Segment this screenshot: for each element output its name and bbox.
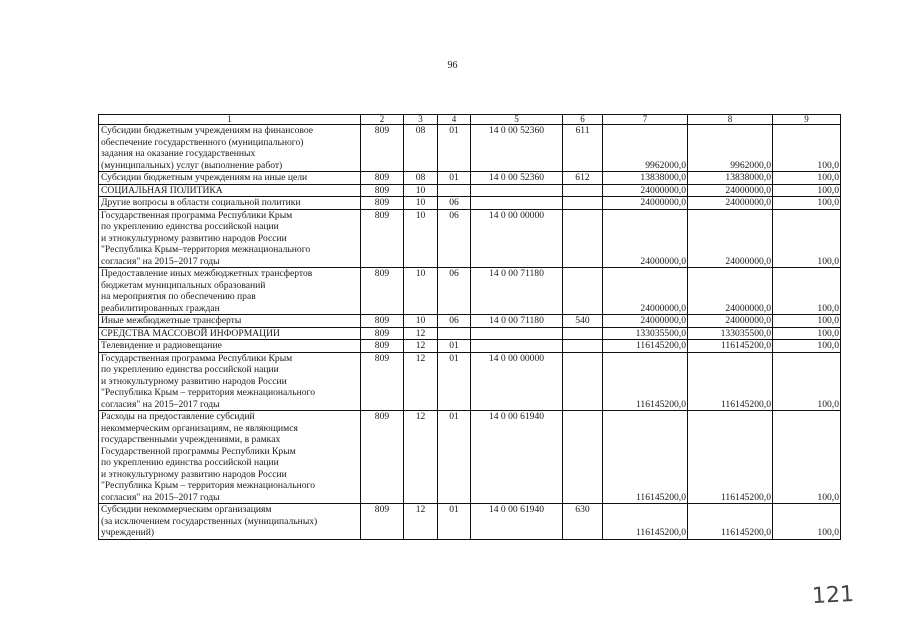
- section-cell: 10: [404, 268, 438, 315]
- executed-amount-cell: 24000000,0: [688, 268, 773, 315]
- ministry-code-cell: 809: [361, 504, 404, 540]
- executed-amount-cell: 133035500,0: [688, 327, 773, 340]
- planned-amount-cell: 24000000,0: [603, 268, 688, 315]
- planned-amount-cell: 116145200,0: [603, 411, 688, 504]
- subsection-cell: 01: [438, 172, 471, 185]
- subsection-cell: 01: [438, 504, 471, 540]
- planned-amount-cell: 116145200,0: [603, 504, 688, 540]
- executed-amount-cell: 24000000,0: [688, 184, 773, 197]
- expense-type-cell: [563, 209, 603, 268]
- table-row: [99, 125, 841, 172]
- executed-amount-cell: 116145200,0: [688, 504, 773, 540]
- ministry-code-cell: 809: [361, 327, 404, 340]
- section-cell: 12: [404, 340, 438, 353]
- expense-type-cell: [563, 411, 603, 504]
- expense-type-cell: 612: [563, 172, 603, 185]
- executed-amount-cell: 13838000,0: [688, 172, 773, 185]
- table-row: [99, 172, 841, 185]
- target-article-cell: 14 0 00 61940: [471, 411, 563, 504]
- expense-type-cell: [563, 268, 603, 315]
- description-cell: Расходы на предоставление субсидий некоммерческим организациям, не являющимся государственными учреждениями, в рамках Государственной программы Республики Крым по укреплению единства российской нации и этнокультурному развитию народов России "Республика Крым – территория межнационального согласия" на 2015–2017 годы: [99, 411, 361, 504]
- table-row: [99, 352, 841, 411]
- target-article-cell: 14 0 00 71180: [471, 315, 563, 328]
- table-row: [99, 268, 841, 315]
- planned-amount-cell: 13838000,0: [603, 172, 688, 185]
- percent-cell: 100,0: [773, 197, 841, 210]
- section-cell: 12: [404, 352, 438, 411]
- header-cell: 6: [563, 115, 603, 125]
- description-cell: СРЕДСТВА МАССОВОЙ ИНФОРМАЦИИ: [99, 327, 361, 340]
- subsection-cell: 06: [438, 197, 471, 210]
- subsection-cell: 01: [438, 411, 471, 504]
- percent-cell: 100,0: [773, 315, 841, 328]
- target-article-cell: [471, 197, 563, 210]
- table-row: [99, 315, 841, 328]
- section-cell: 10: [404, 197, 438, 210]
- expense-type-cell: [563, 184, 603, 197]
- section-cell: 12: [404, 327, 438, 340]
- section-cell: 10: [404, 184, 438, 197]
- table-row: [99, 340, 841, 353]
- section-cell: 08: [404, 172, 438, 185]
- target-article-cell: 14 0 00 61940: [471, 504, 563, 540]
- subsection-cell: 06: [438, 209, 471, 268]
- ministry-code-cell: 809: [361, 411, 404, 504]
- description-cell: Предоставление иных межбюджетных трансфертов бюджетам муниципальных образований на мероприятия по обеспечению прав реабилитированных граждан: [99, 268, 361, 315]
- percent-cell: 100,0: [773, 327, 841, 340]
- target-article-cell: [471, 327, 563, 340]
- planned-amount-cell: 24000000,0: [603, 315, 688, 328]
- target-article-cell: 14 0 00 71180: [471, 268, 563, 315]
- executed-amount-cell: 116145200,0: [688, 352, 773, 411]
- handwritten-sheet-number: 121: [811, 581, 855, 610]
- percent-cell: 100,0: [773, 411, 841, 504]
- ministry-code-cell: 809: [361, 197, 404, 210]
- executed-amount-cell: 116145200,0: [688, 411, 773, 504]
- expense-type-cell: 611: [563, 125, 603, 172]
- description-cell: СОЦИАЛЬНАЯ ПОЛИТИКА: [99, 184, 361, 197]
- expense-type-cell: 540: [563, 315, 603, 328]
- subsection-cell: 01: [438, 352, 471, 411]
- executed-amount-cell: 9962000,0: [688, 125, 773, 172]
- expense-type-cell: [563, 327, 603, 340]
- description-cell: Субсидии бюджетным учреждениям на иные цели: [99, 172, 361, 185]
- ministry-code-cell: 809: [361, 315, 404, 328]
- ministry-code-cell: 809: [361, 352, 404, 411]
- section-cell: 12: [404, 504, 438, 540]
- percent-cell: 100,0: [773, 125, 841, 172]
- percent-cell: 100,0: [773, 209, 841, 268]
- header-cell: 9: [773, 115, 841, 125]
- percent-cell: 100,0: [773, 504, 841, 540]
- subsection-cell: 01: [438, 340, 471, 353]
- target-article-cell: [471, 184, 563, 197]
- header-cell: 8: [688, 115, 773, 125]
- percent-cell: 100,0: [773, 352, 841, 411]
- ministry-code-cell: 809: [361, 209, 404, 268]
- executed-amount-cell: 24000000,0: [688, 197, 773, 210]
- expense-type-cell: [563, 197, 603, 210]
- description-cell: Субсидии бюджетным учреждениям на финансовое обеспечение государственного (муниципального) задания на оказание государственных (муниципальных) услуг (выполнение работ): [99, 125, 361, 172]
- percent-cell: 100,0: [773, 268, 841, 315]
- budget-table: [98, 114, 841, 540]
- percent-cell: 100,0: [773, 184, 841, 197]
- target-article-cell: [471, 340, 563, 353]
- header-cell: 3: [404, 115, 438, 125]
- table-row: [99, 184, 841, 197]
- expense-type-cell: [563, 352, 603, 411]
- planned-amount-cell: 24000000,0: [603, 184, 688, 197]
- target-article-cell: 14 0 00 00000: [471, 209, 563, 268]
- ministry-code-cell: 809: [361, 125, 404, 172]
- subsection-cell: 01: [438, 125, 471, 172]
- target-article-cell: 14 0 00 52360: [471, 125, 563, 172]
- description-cell: Субсидии некоммерческим организациям (за исключением государственных (муниципальных) учреждений): [99, 504, 361, 540]
- description-cell: Государственная программа Республики Крым по укреплению единства российской нации и этнокультурному развитию народов России "Республика Крым – территория межнационального согласия" на 2015–2017 годы: [99, 352, 361, 411]
- subsection-cell: 06: [438, 268, 471, 315]
- table-row: [99, 327, 841, 340]
- description-cell: Телевидение и радиовещание: [99, 340, 361, 353]
- header-cell: 7: [603, 115, 688, 125]
- table-row: [99, 209, 841, 268]
- percent-cell: 100,0: [773, 172, 841, 185]
- page-number: 96: [447, 60, 458, 71]
- expense-type-cell: [563, 340, 603, 353]
- expense-type-cell: 630: [563, 504, 603, 540]
- planned-amount-cell: 116145200,0: [603, 352, 688, 411]
- planned-amount-cell: 116145200,0: [603, 340, 688, 353]
- subsection-cell: [438, 184, 471, 197]
- ministry-code-cell: 809: [361, 268, 404, 315]
- header-cell: 2: [361, 115, 404, 125]
- executed-amount-cell: 24000000,0: [688, 209, 773, 268]
- section-cell: 12: [404, 411, 438, 504]
- section-cell: 10: [404, 209, 438, 268]
- section-cell: 10: [404, 315, 438, 328]
- table-row: [99, 197, 841, 210]
- description-cell: Государственная программа Республики Крым по укреплению единства российской нации и этнокультурному развитию народов России "Республика Крым–территория межнационального согласия" на 2015–2017 годы: [99, 209, 361, 268]
- description-cell: Иные межбюджетные трансферты: [99, 315, 361, 328]
- table-row: [99, 504, 841, 540]
- ministry-code-cell: 809: [361, 340, 404, 353]
- ministry-code-cell: 809: [361, 184, 404, 197]
- header-cell: 4: [438, 115, 471, 125]
- executed-amount-cell: 24000000,0: [688, 315, 773, 328]
- planned-amount-cell: 24000000,0: [603, 197, 688, 210]
- planned-amount-cell: 24000000,0: [603, 209, 688, 268]
- subsection-cell: 06: [438, 315, 471, 328]
- table-header-row: [99, 115, 841, 125]
- target-article-cell: 14 0 00 52360: [471, 172, 563, 185]
- header-cell: 5: [471, 115, 563, 125]
- section-cell: 08: [404, 125, 438, 172]
- header-cell: 1: [99, 115, 361, 125]
- executed-amount-cell: 116145200,0: [688, 340, 773, 353]
- ministry-code-cell: 809: [361, 172, 404, 185]
- table-row: [99, 411, 841, 504]
- description-cell: Другие вопросы в области социальной политики: [99, 197, 361, 210]
- percent-cell: 100,0: [773, 340, 841, 353]
- planned-amount-cell: 9962000,0: [603, 125, 688, 172]
- subsection-cell: [438, 327, 471, 340]
- planned-amount-cell: 133035500,0: [603, 327, 688, 340]
- target-article-cell: 14 0 00 00000: [471, 352, 563, 411]
